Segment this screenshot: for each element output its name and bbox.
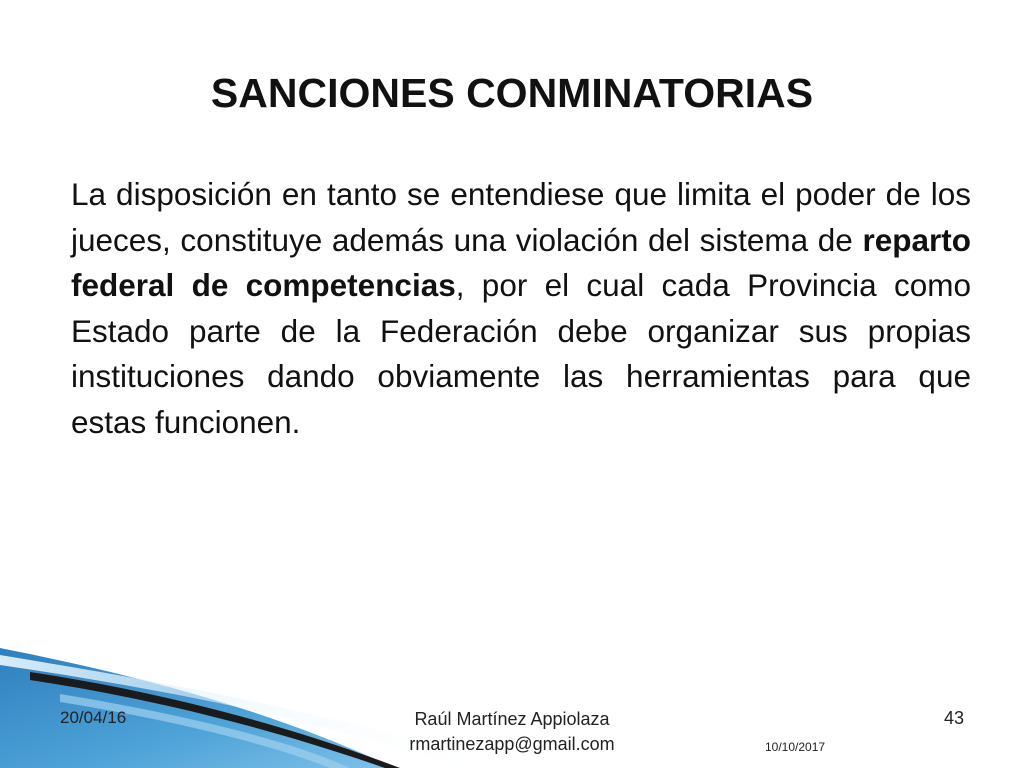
body-text-emphasis: reparto federal de competencias [71, 221, 971, 304]
body-text-part-1: La disposición en tanto se entendiese que limita el poder de los jueces, constituye además una violación del sistema de [71, 176, 971, 258]
slide-title: SANCIONES CONMINATORIAS [210, 70, 814, 116]
slide-body-paragraph [71, 172, 971, 446]
footer-stamp-date: 10/10/2017 [765, 740, 826, 754]
footer-author-block [312, 707, 712, 757]
footer-date: 20/04/16 [60, 708, 127, 727]
slide-page-number: 43 [944, 708, 965, 728]
body-text-part-2: , por el cual cada Provincia como Estado parte de la Federación debe organizar sus propias instituciones dando obviamente las herramientas para que estas funcionen. [71, 267, 971, 440]
footer-author-name: Raúl Martínez Appiolaza [414, 709, 610, 729]
footer-author-email: rmartinezapp@gmail.com [409, 734, 615, 754]
